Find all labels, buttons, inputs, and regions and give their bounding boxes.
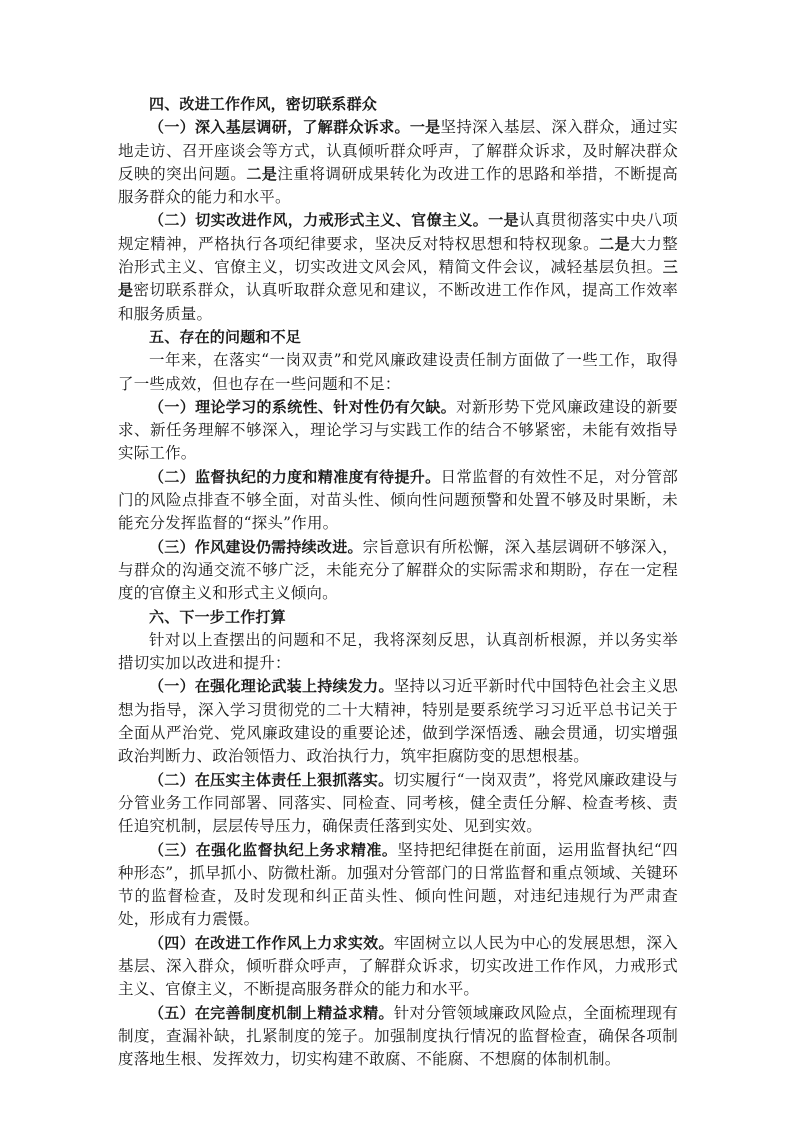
body-paragraph bbox=[118, 209, 678, 325]
body-paragraph bbox=[118, 629, 678, 676]
bold-text-run: （三）作风建设仍需持续改进。 bbox=[149, 537, 363, 556]
text-run: 一年来，在落实“一岗双责”和党风廉政建设责任制方面做了一些工作，取得了一些成效，但也存在一些问题和不足： bbox=[118, 351, 678, 393]
text-run: 日常监督的有效性不足，对分管部门的风险点排查不够全面，对苗头性、倾向性问题预警和处置不够及时果断，未能充分发挥监督的“探头”作用。 bbox=[118, 467, 678, 533]
text-run: 宗旨意识有所松懈，深入基层调研不够深入，与群众的沟通交流不够广泛，未能充分了解群众的实际需求和期盼，存在一定程度的官僚主义和形式主义倾向。 bbox=[118, 537, 678, 603]
text-run: 牢固树立以人民为中心的发展思想，深入基层、深入群众，倾听群众呼声，了解群众诉求，切实改进工作作风，力戒形式主义、官僚主义，不断提高服务群众的能力和水平。 bbox=[118, 933, 678, 999]
bold-text-run: 二是 bbox=[599, 234, 631, 253]
text-run: 针对以上查摆出的问题和不足，我将深刻反思，认真剖析根源，并以务实举措切实加以改进和提升： bbox=[118, 630, 678, 673]
text-run: 针对分管领域廉政风险点，全面梳理现有制度，查漏补缺，扎紧制度的笼子。加强制度执行情况的监督检查，确保各项制度落地生根、发挥效力，切实构建不敢腐、不能腐、不想腐的体制机制。 bbox=[118, 1003, 678, 1069]
bold-text-run: （二）切实改进作风，力戒形式主义、官僚主义。 bbox=[149, 211, 489, 230]
body-paragraph bbox=[118, 396, 678, 466]
body-paragraph bbox=[118, 466, 678, 536]
text-run: 认真贯彻落实中央八项规定精神，严格执行各项纪律要求，坚决反对特权思想和特权现象。 bbox=[118, 211, 678, 253]
bold-text-run: （二）监督执纪的力度和精准度有待提升。 bbox=[149, 467, 441, 486]
body-paragraph bbox=[118, 839, 678, 932]
text-run: 密切联系群众，认真听取群众意见和建议，不断改进工作作风，提高工作效率和服务质量。 bbox=[118, 281, 678, 323]
bold-text-run: （一）理论学习的系统性、针对性仍有欠缺。 bbox=[149, 397, 457, 416]
text-run: 大力整治形式主义、官僚主义，切实改进文风会风，精简文件会议，减轻基层负担。 bbox=[118, 234, 678, 277]
bold-text-run: 三是 bbox=[118, 258, 678, 300]
bold-text-run: 一是 bbox=[488, 211, 520, 230]
document-page bbox=[118, 93, 678, 1071]
bold-text-run: （一）在强化理论武装上持续发力。 bbox=[149, 677, 394, 696]
bold-text-run: 二是 bbox=[246, 164, 278, 183]
section-heading: 六、下一步工作打算 bbox=[149, 607, 286, 626]
text-run: 坚持把纪律挺在前面，运用监督执纪“四种形态”，抓早抓小、防微杜渐。加强对分管部门的日常监督和重点领域、关键环节的监督检查，及时发现和纠正苗头性、倾向性问题，对违纪违规行为严肃查处，形成有力震慑。 bbox=[118, 840, 678, 929]
bold-text-run: （四）在改进工作作风上力求实效。 bbox=[149, 933, 394, 952]
bold-text-run: （三）在强化监督执纪上务求精准。 bbox=[149, 840, 398, 859]
body-paragraph bbox=[118, 536, 678, 606]
text-run: 切实履行“一岗双责”，将党风廉政建设与分管业务工作同部署、同落实、同检查、同考核，健全责任分解、检查考核、责任追究机制，层层传导压力，确保责任落到实处、见到实效。 bbox=[118, 770, 679, 836]
bold-text-run: （一）深入基层调研，了解群众诉求。 bbox=[149, 118, 410, 137]
bold-text-run: （二）在压实主体责任上狠抓落实。 bbox=[149, 770, 394, 789]
text-run: 注重将调研成果转化为改进工作的思路和举措，不断提高服务群众的能力和水平。 bbox=[118, 164, 678, 207]
section-heading: 四、改进工作作风，密切联系群众 bbox=[149, 95, 378, 113]
text-run: 对新形势下党风廉政建设的新要求、新任务理解不够深入，理论学习与实践工作的结合不够紧密，未能有效指导实际工作。 bbox=[118, 397, 678, 463]
body-paragraph bbox=[118, 116, 678, 209]
section-heading: 五、存在的问题和不足 bbox=[149, 327, 302, 346]
text-run: 坚持深入基层、深入群众，通过实地走访、召开座谈会等方式，认真倾听群众呼声，了解群众诉求，及时解决群众反映的突出问题。 bbox=[118, 118, 678, 183]
body-paragraph bbox=[118, 769, 678, 839]
body-paragraph bbox=[118, 932, 678, 1002]
text-run: 坚持以习近平新时代中国特色社会主义思想为指导，深入学习贯彻党的二十大精神，特别是要系统学习习近平总书记关于全面从严治党、党风廉政建设的重要论述，做到学深悟透、融会贯通，切实增强政治判断力、政治领悟力、政治执行力，筑牢拒腐防变的思想根基。 bbox=[118, 677, 678, 766]
bold-text-run: 一是 bbox=[409, 118, 441, 137]
body-paragraph bbox=[118, 675, 678, 768]
body-paragraph bbox=[118, 349, 678, 396]
bold-text-run: （五）在完善制度机制上精益求精。 bbox=[149, 1003, 394, 1022]
body-paragraph bbox=[118, 1002, 678, 1072]
